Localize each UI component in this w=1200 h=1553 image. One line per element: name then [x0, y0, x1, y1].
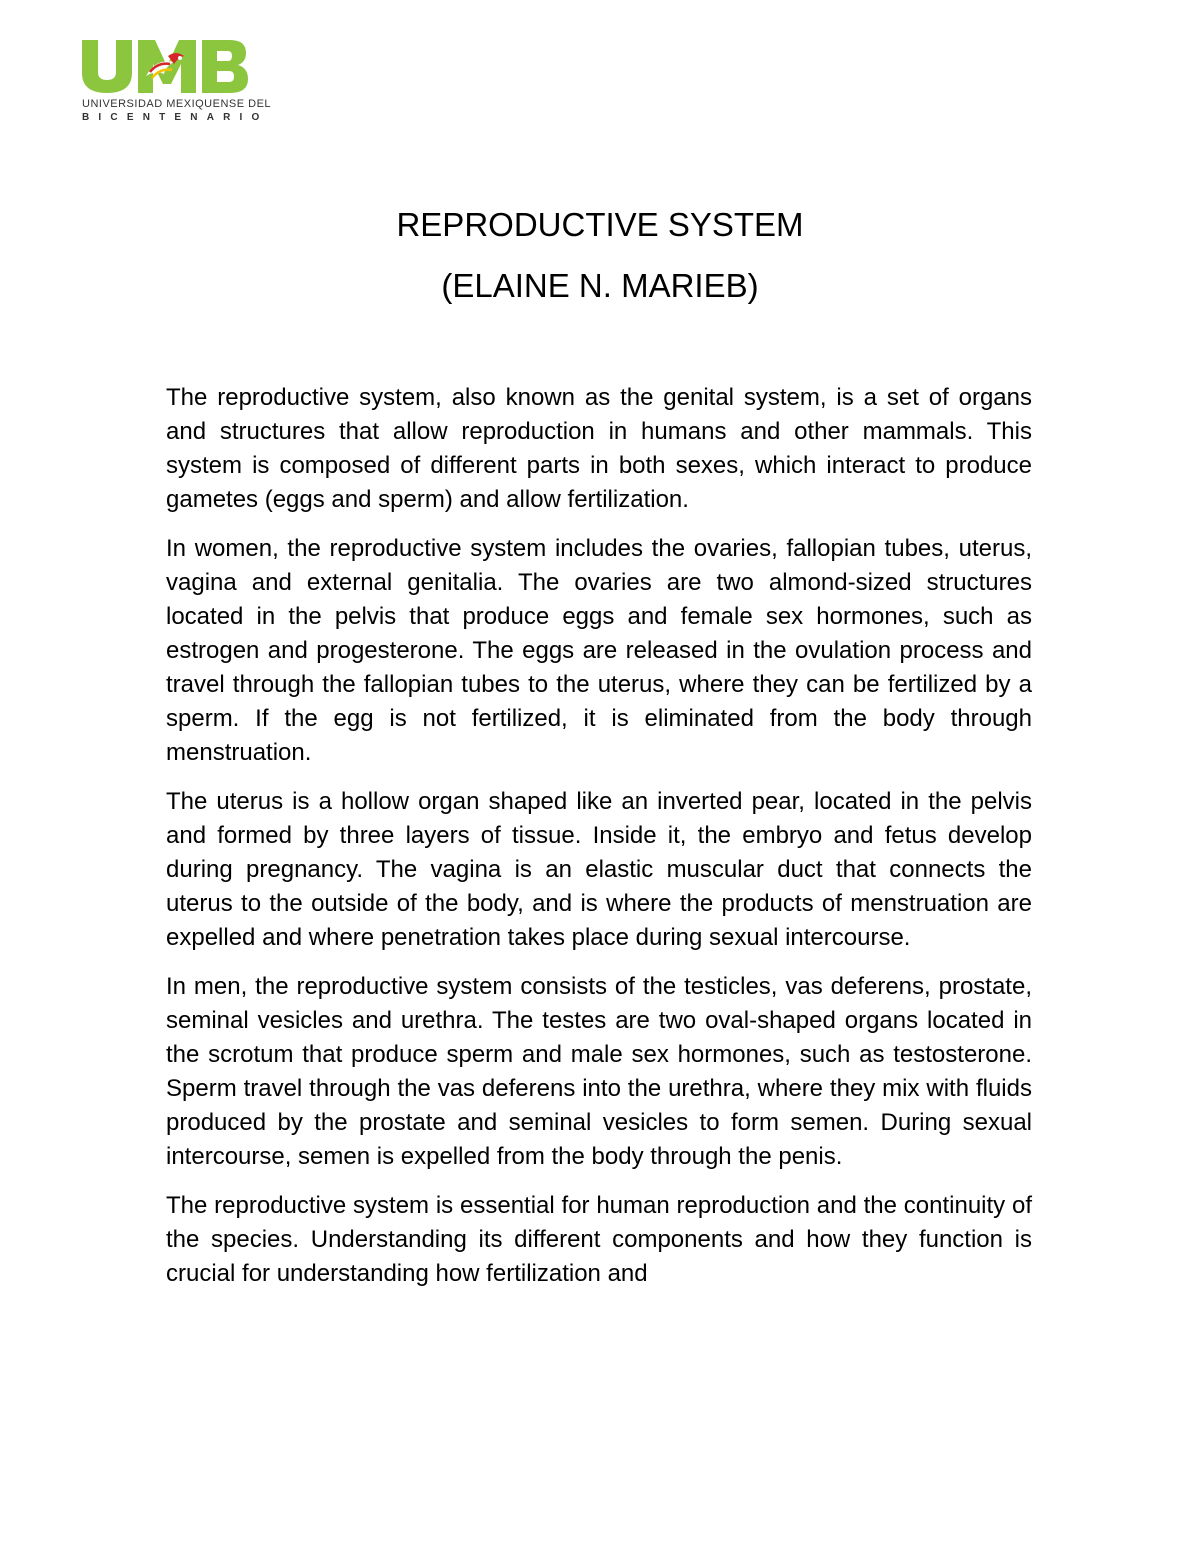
paragraph: The reproductive system is essential for human reproduction and the continuity of the species. Understanding its different components and how they function is crucial for understanding how fertilization and [166, 1192, 1032, 1287]
paragraph: In men, the reproductive system consists of the testicles, vas deferens, prostate, seminal vesicles and urethra. The testes are two oval-shaped organs located in the scrotum that produce sperm and male sex hormones, such as testosterone. Sperm travel through the vas deferens into the urethra, where they mix with fluids produced by the prostate and seminal vesicles to form semen. During sexual intercourse, semen is expelled from the body through the penis. [166, 973, 1032, 1170]
document-subtitle: (ELAINE N. MARIEB) [441, 267, 759, 304]
document-body [166, 381, 1032, 1306]
umb-logo [80, 36, 272, 123]
logo-university-name: UNIVERSIDAD MEXIQUENSE DEL [82, 98, 272, 110]
umb-logo-mark [80, 36, 250, 94]
paragraph: The uterus is a hollow organ shaped like an inverted pear, located in the pelvis and formed by three layers of tissue. Inside it, the embryo and fetus develop during pregnancy. The vagina is an elastic muscular duct that connects the uterus to the outside of the body, and is where the products of menstruation are expelled and where penetration takes place during sexual intercourse. [166, 788, 1032, 951]
paragraph: In women, the reproductive system includes the ovaries, fallopian tubes, uterus, vagina and external genitalia. The ovaries are two almond-sized structures located in the pelvis that produce eggs and female sex hormones, such as estrogen and progesterone. The eggs are released in the ovulation process and travel through the fallopian tubes to the uterus, where they can be fertilized by a sperm. If the egg is not fertilized, it is eliminated from the body through menstruation. [166, 535, 1032, 766]
logo-bicentenario: BICENTENARIO [82, 112, 269, 123]
document-title: REPRODUCTIVE SYSTEM [396, 206, 804, 243]
paragraph: The reproductive system, also known as the genital system, is a set of organs and structures that allow reproduction in humans and other mammals. This system is composed of different parts in both sexes, which interact to produce gametes (eggs and sperm) and allow fertilization. [166, 384, 1032, 513]
